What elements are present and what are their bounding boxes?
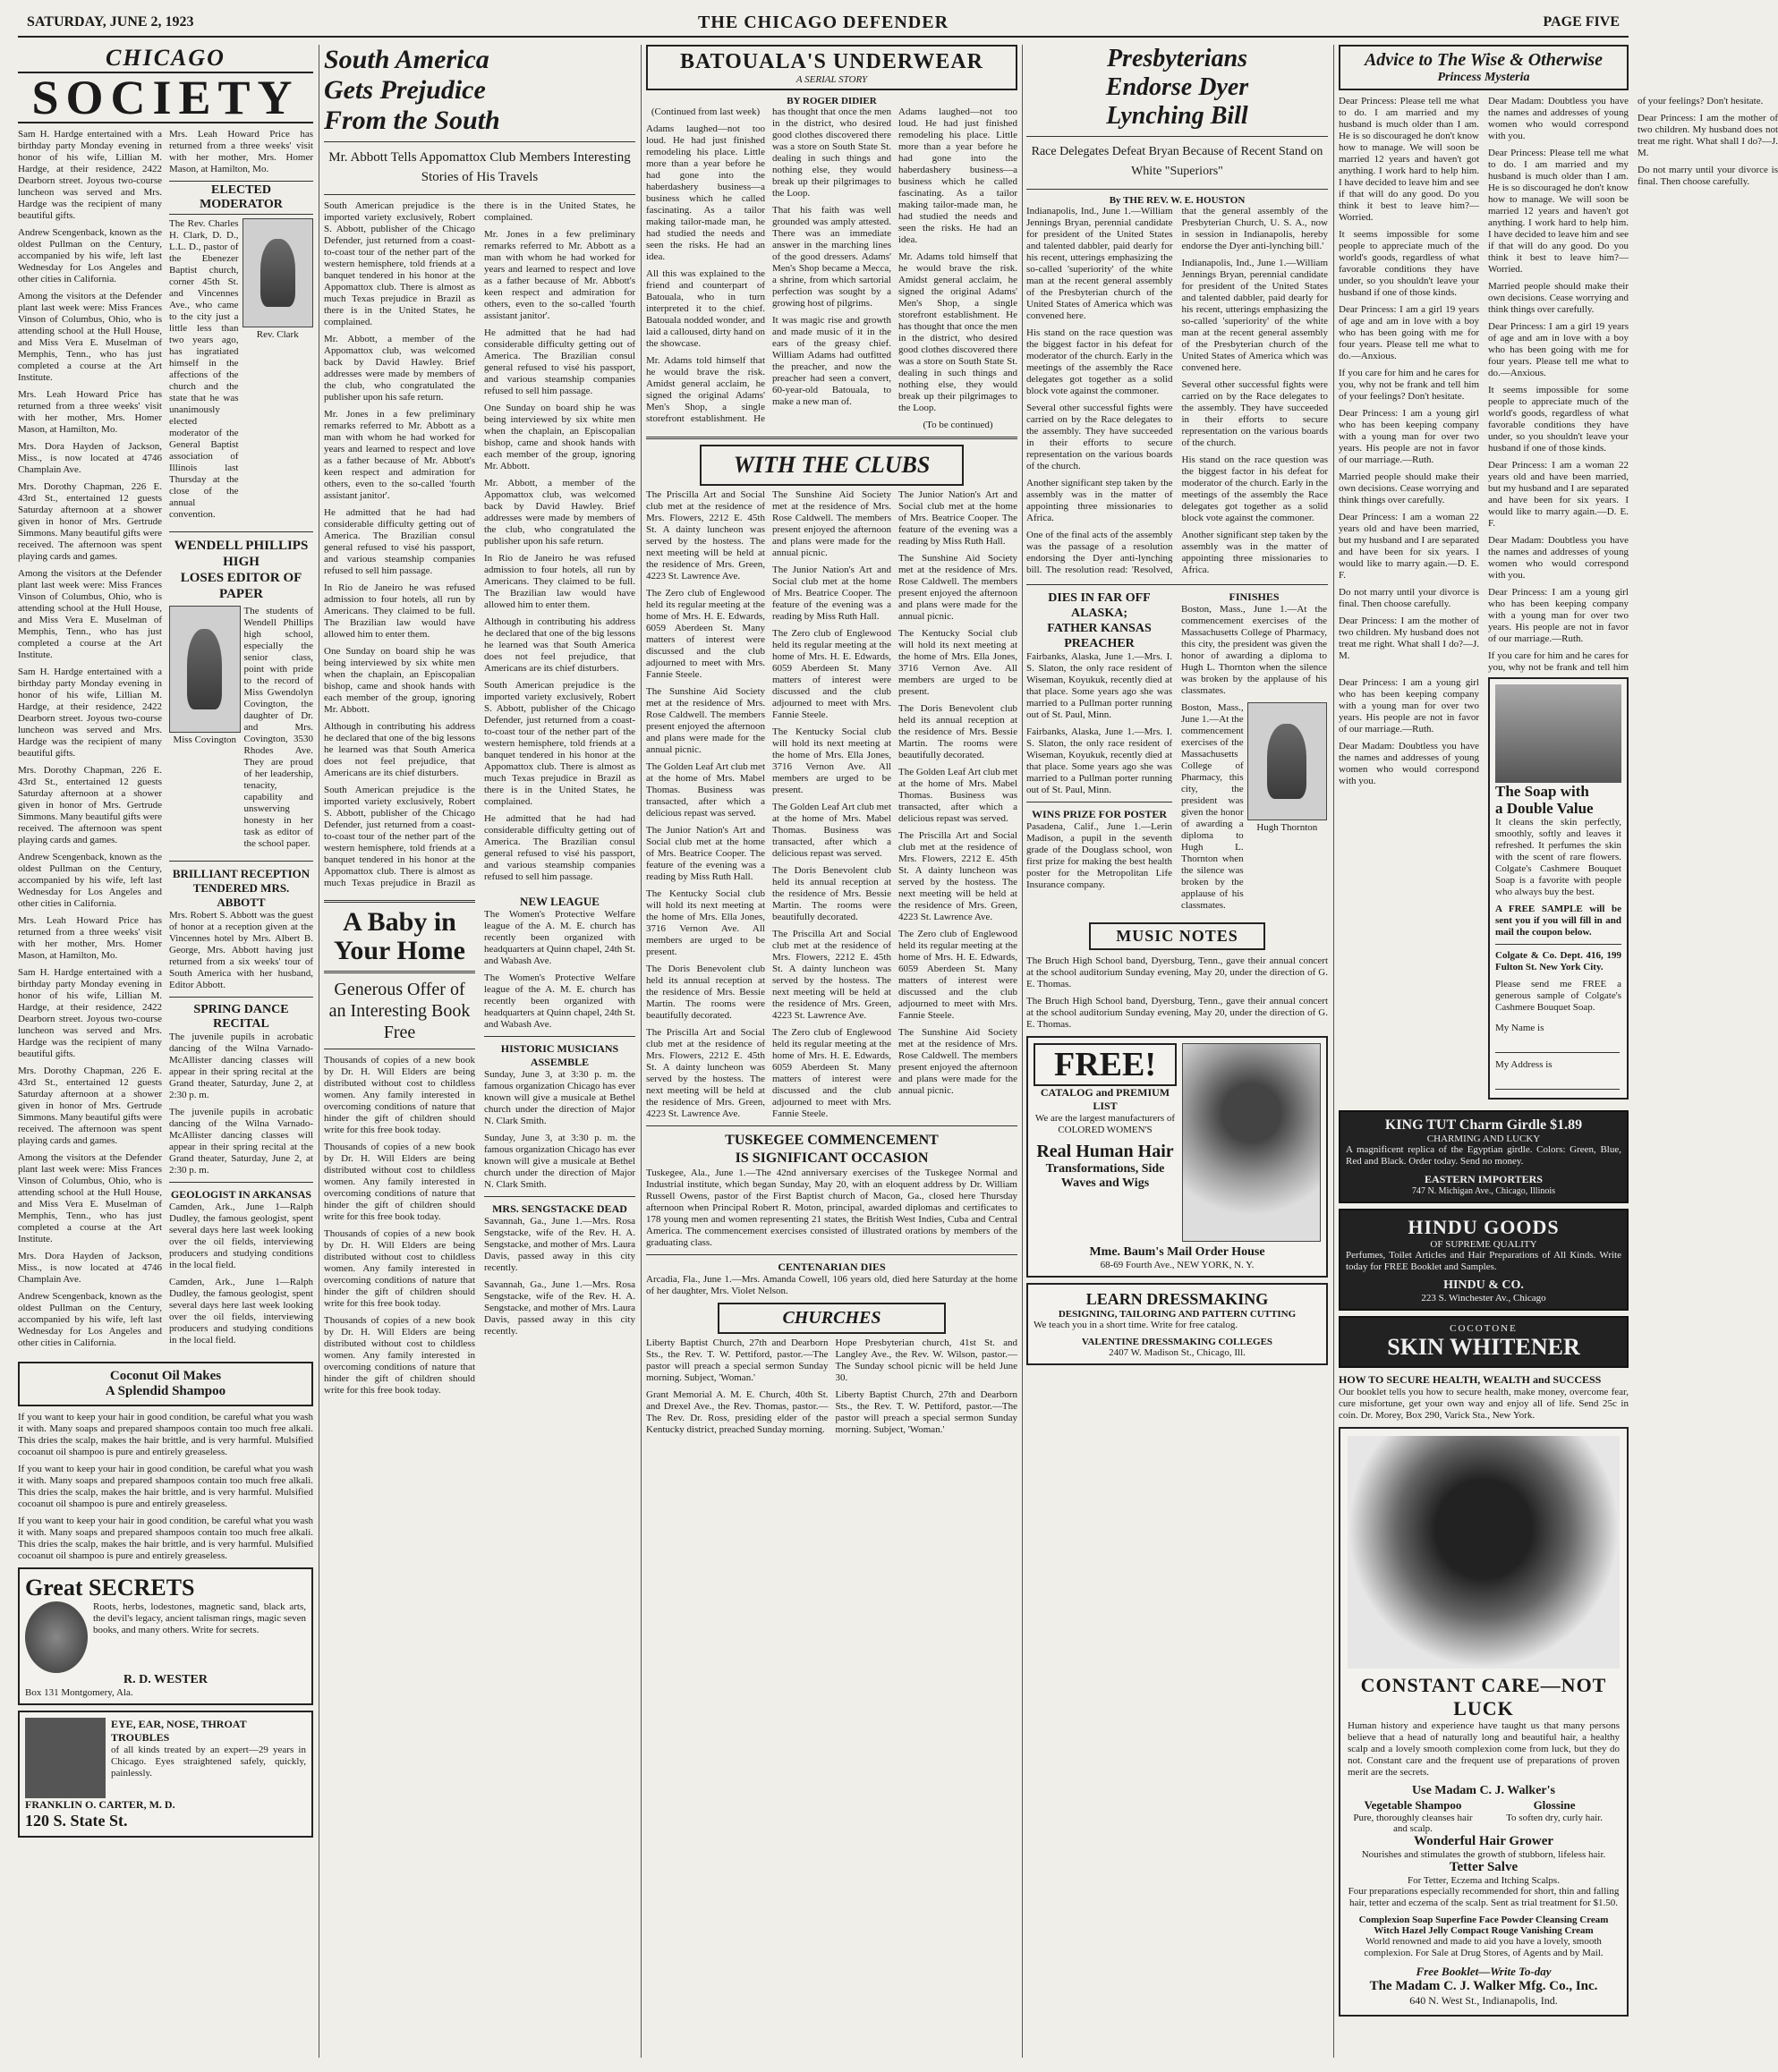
whitener-brand: COCOTONE	[1450, 1323, 1518, 1334]
advice-letter: Dear Princess: I am the mother of two children. My husband does not treat me right. What shall I do?—J. M.	[1638, 113, 1778, 158]
club-item: The Zero club of Englewood held its regular meeting at the home of Mrs. H. E. Edwards, 6059 Aberdeen St. Many matters of interest were discussed and the club adjourned to meet with Mrs. Fannie Steele.	[646, 588, 765, 680]
walker-line: Complexion Soap Superfine Face Powder Cleansing Cream	[1358, 1915, 1609, 1925]
walker-world: World renowned and made to aid you have a lovely, smooth complexion. For Sale at Drug Stores, of Agents and by Mail.	[1364, 1936, 1604, 1958]
alaska-heading-line: DIES IN FAR OFF ALASKA;	[1048, 591, 1151, 620]
advice-reply: It seems impossible for some people to appreciate much of the world's goods, regardless of what favorable conditions they have under, so you shouldn't leave your husband if one of those kinds.	[1488, 385, 1629, 454]
coconut-text: If you want to keep your hair in good condition, be careful what you wash it with. Many soaps and prepared shampoos contain too much free alkali. This dries the scalp, makes the hair brittle, and is very harmful. Mulsified cocoanut oil shampoo is pure and entirely greaseless.	[18, 1464, 313, 1509]
geologist-text: Camden, Ark., June 1—Ralph Dudley, the famous geologist, spent several days here last week looking over the oil fields, interviewing producers and studying conditions in the local field.	[169, 1277, 313, 1346]
clark-photo	[242, 218, 314, 327]
society-paragraph: Among the visitors at the Defender plant last week were: Miss Frances Vinson of Columbus, Ohio, who is attending school at the Hull House, and Miss Vera E. Muselman of Memphis, Tenn., who has just completed a course at the Art Institute.	[18, 291, 162, 383]
eye-title: EYE, EAR, NOSE, THROAT TROUBLES	[111, 1718, 247, 1744]
walker-glossine: Glossine	[1533, 1798, 1576, 1812]
wealth-ad	[1339, 1373, 1629, 1422]
hindu-text: Perfumes, Toilet Articles and Hair Preparations of All Kinds. Write today for FREE Booklet and Samples.	[1346, 1250, 1621, 1272]
musicians-text: Sunday, June 3, at 3:30 p. m. the famous organization Chicago has ever known will give a musicale at Bethel church under the direction of Major N. Clark Smith.	[484, 1069, 635, 1126]
club-item: The Kentucky Social club will hold its next meeting at the home of Mrs. Ella Jones, 3716 Vernon Ave. All members are urged to be present.	[898, 628, 1017, 697]
baby-deck: Generous Offer of an Interesting Book Free	[328, 980, 471, 1042]
advice-reply: Dear Madam: Doubtless you have the names and addresses of young women who would correspond with you.	[1488, 96, 1629, 141]
walker-line2: Witch Hazel Jelly Compact Rouge Vanishing Cream	[1374, 1925, 1594, 1936]
hair-goods-ad	[1026, 1036, 1328, 1278]
walker-shampoo-sub: Pure, thoroughly cleanses hair and scalp.	[1353, 1813, 1473, 1834]
presbyterians-deck: Race Delegates Defeat Bryan Because of Recent Stand on White "Superiors"	[1031, 145, 1323, 178]
spring-text: The juvenile pupils in acrobatic dancing of the Wilna Varnado-McAllister dancing classes will appear in their spring recital at the Grand theater, Saturday, June 2, at 2:30 p. m.	[169, 1032, 313, 1100]
society-paragraph: Mrs. Leah Howard Price has returned from a three weeks' visit with her mother, Mrs. Homer Mason, at Hamilton, Mo.	[169, 129, 313, 174]
advice-continued	[1339, 677, 1479, 811]
baby-heading: A Baby in Your Home	[334, 907, 465, 965]
geologist-heading: GEOLOGIST IN ARKANSAS	[170, 1188, 312, 1201]
advice-letter: Dear Princess: I am a young girl who has been keeping company with a young man for over two years. His people are not in favor of our marriage.—Ruth.	[1339, 408, 1479, 465]
headline-line: South America	[324, 45, 489, 74]
covington-caption: Miss Covington	[173, 735, 237, 745]
article-paragraph: Mr. Jones in a few preliminary remarks referred to Mr. Abbott as a man with whom he had worked for years and learned to respect and love as a father because of Mr. Abbott's keen respect and admiration for others, even to the so-called 'fourth assistant janitor'.	[484, 229, 635, 321]
headline-line: From the South	[324, 106, 500, 135]
south-america-lower	[324, 895, 635, 1402]
church-item: Hope Presbyterian church, 41st St. and Langley Ave., the Rev. W. Wilson, pastor.—The Sunday school picnic will be held June 30.	[835, 1337, 1017, 1383]
alaska-text: Fairbanks, Alaska, June 1.—Mrs. I. S. Slaton, the only race resident of Wiseman, Koyukuk, recently died at that place. Some years ago she was married to a Pullman porter running out of St. Paul, Minn.	[1026, 651, 1172, 720]
batouala-byline: BY ROGER DIDIER	[787, 96, 877, 106]
eye-name: FRANKLIN O. CARTER, M. D.	[25, 1798, 175, 1811]
sengstacke-text: Savannah, Ga., June 1.—Mrs. Rosa Sengstacke, wife of the Rev. H. A. Sengstacke, and mother of Mrs. Laura Davis, passed away in this city recently.	[484, 1279, 635, 1337]
society-paragraph: Among the visitors at the Defender plant last week were: Miss Frances Vinson of Columbus, Ohio, who is attending school at the Hull House, and Miss Vera E. Muselman of Memphis, Tenn., who has just completed a course at the Art Institute.	[18, 568, 162, 660]
dressmaking-address: 2407 W. Madison St., Chicago, Ill.	[1109, 1347, 1246, 1358]
advice-reply: If you care for him and he cares for you, why not be frank and tell him of your feelings? Don't hesitate.	[1488, 96, 1764, 673]
sengstacke-heading: MRS. SENGSTACKE DEAD	[492, 1202, 627, 1215]
wealth-title: HOW TO SECURE HEALTH, WEALTH and SUCCESS	[1339, 1373, 1602, 1386]
walker-grower: Wonderful Hair Grower	[1413, 1834, 1554, 1848]
presbyterians-body	[1026, 206, 1328, 579]
society-paragraph: Mrs. Dora Hayden of Jackson, Miss., is now located at 4746 Champlain Ave.	[18, 1251, 162, 1285]
advice-reply: It seems impossible for some people to appreciate much of the world's goods, regardless of what favorable conditions they have under, so you shouldn't leave your husband if one of those kinds.	[1339, 229, 1479, 298]
hindu-sub: OF SUPREME QUALITY	[1430, 1239, 1537, 1250]
soap-name-label: My Name is	[1495, 1023, 1544, 1033]
article-paragraph: Although in contributing his address he declared that one of the big lessons he learned was that South America does not feel prejudice, that Americans are its chief disturbers.	[324, 721, 475, 778]
churches-body	[646, 1337, 1017, 1441]
club-item: The Sunshine Aid Society met at the residence of Mrs. Rose Caldwell. The members present enjoyed the afternoon and plans were made for the annual picnic.	[772, 489, 891, 558]
masthead-page: PAGE FIVE	[1543, 14, 1620, 30]
reception-text: Mrs. Robert S. Abbott was the guest of honor at a reception given at the Vincennes hotel by Mrs. Albert B. George, Mrs. Abbott having just returned from a six weeks' tour of South America with her husband, Editor Abbott.	[169, 910, 313, 990]
article-paragraph: Although in contributing his address he declared that one of the big lessons he learned was that South America does not feel prejudice, that Americans are its chief disturbers.	[484, 616, 635, 674]
club-item: The Kentucky Social club will hold its next meeting at the home of Mrs. Ella Jones, 3716 Vernon Ave. All members are urged to be present.	[772, 726, 891, 795]
baby-text: Thousands of copies of a new book by Dr. H. Will Elders are being distributed without cost to childless women. Any family interested in overcoming conditions of nature that hinder the gift of children should write for this free book today.	[324, 1315, 475, 1396]
music-text: The Bruch High School band, Dyersburg, Tenn., gave their annual concert at the school auditorium Sunday evening, May 20, under the direction of G. E. Thomas.	[1026, 996, 1328, 1030]
masthead-title: THE CHICAGO DEFENDER	[698, 13, 949, 32]
tuskegee-text: Tuskegee, Ala., June 1.—The 42nd anniversary exercises of the Tuskegee Normal and Industrial institute, which began Sunday, May 20, with an eloquent address by Dr. William Russell Owens, pastor of the First Baptist church of Macon, Ga., closed here Thursday afternoon when Principal Robert R. Moton, principal, awarded diplomas and certificates to 178 young men and women representing 21 states, the British West Indies, Cuba and Central America. The commencement exercises consisted of illustrated orations by members of the graduating class.	[646, 1168, 1017, 1248]
skin-whitener-ad	[1339, 1316, 1629, 1368]
advice-letter: Dear Princess: I am a woman 22 years old and have been married, but my husband and I are separated and have been for six years. I would like to marry again.—D. E. F.	[1339, 512, 1479, 581]
king-tut-ad	[1339, 1110, 1629, 1203]
free-heading: FREE!	[1034, 1043, 1177, 1086]
elected-heading: ELECTED MODERATOR	[169, 181, 313, 215]
elected-text: The Rev. Charles H. Clark, D. D., L.L. D., pastor of the Ebenezer Baptist church, corner 45th St. and Vincennes Ave., who came to the city just a little less than two years ago, has ingratiated himself in the affections of the church and the state that he was unanimously elected moderator of the General Baptist association of Illinois last Thursday at the close of the annual convention.	[169, 218, 239, 520]
masthead-date: SATURDAY, JUNE 2, 1923	[27, 14, 194, 30]
thornton-photo	[1247, 702, 1327, 820]
headline-line: Presbyterians	[1106, 45, 1248, 72]
league-text: The Women's Protective Welfare league of the A. M. E. church has recently been organized with headquarters at Quinn chapel, 24th St. and Wabash Ave.	[484, 909, 635, 966]
society-logo-top: CHICAGO	[106, 45, 225, 71]
walker-ad	[1339, 1427, 1629, 2017]
club-item: The Priscilla Art and Social club met at the residence of Mrs. Flowers, 2212 E. 45th St. A dainty luncheon was served by the hostess. The next meeting will be held at the residence of Mrs. Green, 4223 St. Lawrence Ave.	[898, 830, 1017, 922]
walker-text: Human history and experience have taught us that many persons believe that a head of naturally long and beautiful hair, a healthy scalp and a lovely smooth complexion come from luck, but they do not. Constant care and the frequent use of preparations of proven merit are the secrets.	[1348, 1720, 1620, 1778]
advice-title: Advice to The Wise & Otherwise	[1364, 50, 1604, 70]
society-paragraph: Mrs. Dorothy Chapman, 226 E. 43rd St., entertained 12 guests Saturday afternoon at a shower given in honor of Mrs. Gertrude Simmons. Many beautiful gifts were received. The afternoon was spent playing cards and games.	[18, 481, 163, 562]
wendell-heading-line: LOSES EDITOR OF PAPER	[180, 571, 302, 601]
colgate-illustration	[1495, 684, 1621, 783]
batouala-paragraph: It was magic rise and growth and made music of it in the ears of the greasy chief. William Adams had outfitted the preacher, and now the preacher had seen a convert, 60-year-old Batouala, to make a new man of.	[772, 315, 891, 407]
eye-address: 120 S. State St.	[25, 1812, 128, 1830]
covington-photo	[169, 606, 241, 733]
free-company: Mme. Baum's Mail Order House	[1089, 1245, 1265, 1259]
club-item: The Sunshine Aid Society met at the residence of Mrs. Rose Caldwell. The members present enjoyed the afternoon and plans were made for the annual picnic.	[898, 553, 1017, 622]
dressmaking-ad	[1026, 1283, 1328, 1365]
article-paragraph: Mr. Abbott, a member of the Appomattox club, was welcomed back by David Hawley. Brief addresses were made by members of the club, who congratulated the publisher upon his safe return.	[324, 334, 475, 403]
club-item: The Junior Nation's Art and Social club met at the home of Mrs. Beatrice Cooper. The feature of the evening was a reading by Miss Ruth Hall.	[772, 565, 891, 622]
soap-address-field[interactable]	[1495, 1074, 1620, 1090]
presbyterians-byline: By THE REV. W. E. HOUSTON	[1109, 195, 1246, 206]
soap-company: Colgate & Co. Dept. 416, 199 Fulton St. New York City.	[1495, 950, 1621, 972]
free-sub: CATALOG and PREMIUM LIST	[1040, 1086, 1170, 1112]
league-text: The Women's Protective Welfare league of the A. M. E. church has recently been organized with headquarters at Quinn chapel, 24th St. and Wabash Ave.	[484, 972, 635, 1030]
headline-line: Lynching Bill	[1106, 102, 1248, 130]
king-sub: CHARMING AND LUCKY	[1426, 1134, 1541, 1144]
walker-four: Four preparations especially recommended for short, thin and falling hair, tetter and eczema of the scalp. Sent as trial treatment for $1.50.	[1348, 1886, 1620, 1908]
article-paragraph: He admitted that he had had considerable difficulty getting out of America. The Brazilian consul general refused to visé his passport, and various steamship companies refused to sell him passage.	[324, 507, 475, 576]
south-america-deck: Mr. Abbott Tells Appomattox Club Members Interesting Stories of His Travels	[328, 150, 631, 184]
society-paragraph: Mrs. Leah Howard Price has returned from a three weeks' visit with her mother, Mrs. Homer Mason, at Hamilton, Mo.	[18, 389, 162, 435]
article-paragraph: His stand on the race question was the biggest factor in his defeat for moderator of the church. Early in the meetings of the assembly the Race delegates got together as a solid block vote against the commoner.	[1026, 327, 1173, 396]
article-paragraph: One of the final acts of the assembly was the passage of a resolution endorsing the Dyer anti-lynching bill. The resolution read: 'Resolved, that the general assembly of the Presbyterian Church, U. S. A., now in session in Indianapolis, hereby endorse the Dyer anti-lynching bill.'	[1026, 206, 1328, 575]
walker-title: CONSTANT CARE—NOT LUCK	[1360, 1674, 1607, 1720]
batouala-paragraph: That his faith was well grounded was amply attested. There was an immediate answer in the marching lines of the good dressers. Adams' Men's Shop became a Mecca, a shrine, from which sartorial perfection was sought by a growing host of pilgrims.	[772, 205, 891, 309]
dressmaking-name: VALENTINE DRESSMAKING COLLEGES	[1081, 1337, 1273, 1347]
spring-text: The juvenile pupils in acrobatic dancing of the Wilna Varnado-McAllister dancing classes will appear in their spring recital at the Grand theater, Saturday, June 2, at 2:30 p. m.	[169, 1107, 313, 1176]
advice-reply: Do not marry until your divorce is final. Then choose carefully.	[1339, 587, 1479, 609]
baby-text: Thousands of copies of a new book by Dr. H. Will Elders are being distributed without cost to childless women. Any family interested in overcoming conditions of nature that hinder the gift of children should write for this free book today.	[324, 1228, 475, 1309]
society-paragraph: Andrew Scengenback, known as the oldest Pullman on the Century, accompanied by his wife, left last Wednesday for Los Angeles and other cities in California.	[18, 852, 162, 909]
free-text: We are the largest manufacturers of COLORED WOMEN'S	[1034, 1113, 1176, 1135]
finishes-text: Boston, Mass., June 1.—At the commencement exercises of the Massachusetts College of Pharmacy, this city, the president was given the honor of awarding a diploma to Hugh L. Thornton when the silence was broken by the applause of his classmates.	[1181, 702, 1244, 911]
society-paragraph: Mrs. Dora Hayden of Jackson, Miss., is now located at 4746 Champlain Ave.	[18, 441, 162, 475]
advice-letter: Dear Princess: I am a young girl who has been keeping company with a young man for over two years. His people are not in favor of our marriage.—Ruth.	[1488, 587, 1629, 644]
presbyterians-column	[1026, 45, 1328, 2058]
walker-portrait	[1348, 1436, 1620, 1669]
wealth-text: Our booklet tells you how to secure health, make money, overcome fear, cure misfortune, get your own way and enjoy all of life. Send 25c in coin. Dr. Morey, Box 290, Varick Sta., New York.	[1339, 1387, 1629, 1421]
south-america-headline	[324, 45, 635, 136]
article-paragraph: South American prejudice is the imported variety exclusively, Robert S. Abbott, publisher of the Chicago Defender, just returned from a coast-to-coast tour of the nether part of the western hemisphere, told friends at a banquet tendered in his honor at the Appomattox club. There is almost as much Texas prejudice in Brazil as there is in the United States, he complained.	[484, 680, 635, 807]
article-paragraph: Mr. Abbott, a member of the Appomattox club, was welcomed back by David Hawley. Brief addresses were made by members of the club, who congratulated the publisher upon his safe return.	[484, 478, 635, 547]
ads-split	[1339, 677, 1629, 1105]
hair-model-illustration	[1182, 1043, 1321, 1242]
advice-letter: Dear Princess: Please tell me what to do. I am married and my husband is much older than I am. He is so discouraged he don't know how to manage. We will soon be married 12 years and haven't got anything. I work hard to help him. I have decided to leave him and see if that will do any good. Do you think it best to leave him?—Worried.	[1339, 96, 1479, 223]
coconut-text: If you want to keep your hair in good condition, be careful what you wash it with. Many soaps and prepared shampoos contain too much free alkali. This dries the scalp, makes the hair brittle, and is very harmful. Mulsified cocoanut oil shampoo is pure and entirely greaseless.	[18, 1516, 313, 1561]
alaska-heading	[1026, 590, 1172, 651]
league-heading: NEW LEAGUE	[520, 895, 600, 908]
batouala-subtitle: A SERIAL STORY	[795, 74, 868, 85]
coconut-heading-line: Coconut Oil Makes	[109, 1369, 222, 1383]
article-paragraph: He admitted that he had had considerable difficulty getting out of America. The Brazilian consul general refused to visé his passport, and various steamship companies refused to sell him passage.	[484, 813, 635, 882]
hindu-company: HINDU & CO.	[1443, 1278, 1524, 1292]
soap-coupon: Please send me FREE a generous sample of Colgate's Cashmere Bouquet Soap.	[1495, 979, 1621, 1013]
baby-text: Thousands of copies of a new book by Dr. H. Will Elders are being distributed without cost to childless women. Any family interested in overcoming conditions of nature that hinder the gift of children should write for this free book today.	[324, 1055, 475, 1135]
clubs-header	[700, 445, 964, 486]
club-item: The Doris Benevolent club held its annual reception at the residence of Mrs. Bessie Martin. The rooms were beautifully decorated.	[646, 964, 765, 1021]
society-paragraph: Among the visitors at the Defender plant last week were: Miss Frances Vinson of Columbus, Ohio, who is attending school at the Hull House, and Miss Vera E. Muselman of Memphis, Tenn., who has just completed a course at the Art Institute.	[18, 1152, 162, 1244]
musicians-text: Sunday, June 3, at 3:30 p. m. the famous organization Chicago has ever known will give a musicale at Bethel church under the direction of Major N. Clark Smith.	[484, 1133, 635, 1190]
advice-reply: If you care for him and he cares for you, why not be frank and tell him of your feelings? Don't hesitate.	[1339, 368, 1479, 402]
society-column	[18, 45, 313, 2058]
advice-reply: Married people should make their own decisions. Cease worrying and think things over carefully.	[1339, 471, 1479, 505]
article-paragraph: Several other successful fights were carried on by the Race delegates to the assembly. They have succeeded in their efforts to secure representation on the various boards of the church.	[1026, 403, 1173, 471]
king-address: 747 N. Michigan Ave., Chicago, Illinois	[1411, 1186, 1556, 1196]
article-paragraph: In Rio de Janeiro he was refused admission to four hotels, all run by Americans. They claimed to be full. The Brazilian law would have allowed him to enter them.	[324, 582, 475, 640]
article-paragraph: Another significant step taken by the assembly was in the matter of appointing three missionaries to Africa.	[1181, 530, 1328, 575]
clubs-heading: WITH THE CLUBS	[733, 452, 931, 478]
coconut-oil-article	[18, 1362, 313, 1406]
advice-letter: Dear Princess: I am a girl 19 years of age and am in love with a boy who has been going with me for four years. Please tell me what to do.—Anxious.	[1339, 304, 1479, 361]
club-item: The Golden Leaf Art club met at the home of Mrs. Mabel Thomas. Business was transacted, after which a delicious repast was served.	[646, 761, 765, 819]
batouala-paragraph: Mr. Adams told himself that he would brave the risk. Amidst general acclaim, he signed the original Adams' Men's Shop, a single storefront establishment. He has thought that once the men in the district, who desired good clothes discovered there was a store on South State St. dealing in such things and nothing else, they would break up their pilgrimages to the Loop.	[646, 106, 891, 424]
advice-letter: Dear Princess: I am the mother of two children. My husband does not treat me right. What shall I do?—J. M.	[1339, 616, 1479, 661]
club-item: The Golden Leaf Art club met at the home of Mrs. Mabel Thomas. Business was transacted, after which a delicious repast was served.	[898, 767, 1017, 824]
king-company: EASTERN IMPORTERS	[1425, 1173, 1543, 1185]
society-paragraph: Andrew Scengenback, known as the oldest Pullman on the Century, accompanied by his wife, left last Wednesday for Los Angeles and other cities in California.	[18, 227, 162, 284]
soap-title-line: The Soap with	[1495, 783, 1589, 800]
soap-text: It cleans the skin perfectly, smoothly, softly and leaves it refreshed. It perfumes the skin with the scent of rare flowers. Colgate's Cashmere Bouquet Soap is a favorite with people who always buy the best.	[1495, 817, 1621, 897]
club-item: The Zero club of Englewood held its regular meeting at the home of Mrs. H. E. Edwards, 6059 Aberdeen St. Many matters of interest were discussed and the club adjourned to meet with Mrs. Fannie Steele.	[898, 929, 1017, 1021]
advice-letter: Dear Princess: I am a young girl who has been keeping company with a young man for over two years. His people are not in favor of our marriage.—Ruth.	[1339, 677, 1479, 735]
club-item: The Junior Nation's Art and Social club met at the home of Mrs. Beatrice Cooper. The feature of the evening was a reading by Miss Ruth Hall.	[898, 489, 1017, 547]
churches-heading: CHURCHES	[782, 1308, 881, 1328]
article-paragraph: One Sunday on board ship he was being interviewed by six white men when the chaplain, an Episcopalian bishop, came and shook hands with each member of the group, ignoring Mr. Abbott.	[484, 403, 635, 471]
society-paragraph: Sam H. Hardge entertained with a birthday party Monday evening in honor of his wife, Lillian M. Hardge, at their residence, 2422 Dearborn street. Joyous two-course luncheon was served and Mrs. Hardge was the recipient of many beautiful gifts.	[18, 667, 162, 759]
society-left	[18, 129, 162, 1354]
great-secrets-ad	[18, 1567, 313, 1705]
club-item: The Sunshine Aid Society met at the residence of Mrs. Rose Caldwell. The members present enjoyed the afternoon and plans were made for the annual picnic.	[898, 1027, 1017, 1096]
soap-title	[1495, 783, 1621, 817]
article-paragraph: He admitted that he had had considerable difficulty getting out of America. The Brazilian consul general refused to visé his passport, and various steamship companies refused to sell him passage.	[484, 327, 635, 396]
advice-reply: Dear Madam: Doubtless you have the names and addresses of young women who would correspond with you.	[1339, 741, 1479, 786]
wendell-heading-line: WENDELL PHILLIPS HIGH	[174, 539, 309, 569]
newspaper-page	[18, 9, 1778, 2063]
thornton-caption: Hugh Thornton	[1256, 822, 1318, 833]
eye-text: of all kinds treated by an expert—29 years in Chicago. Eyes straightened safely, quickly, painlessly.	[111, 1745, 306, 1779]
hindu-address: 223 S. Winchester Av., Chicago	[1421, 1293, 1546, 1303]
music-text: The Bruch High School band, Dyersburg, Tenn., gave their annual concert at the school auditorium Sunday evening, May 20, under the direction of G. E. Thomas.	[1026, 955, 1328, 989]
wendell-heading	[169, 538, 313, 602]
secrets-address: Box 131 Montgomery, Ala.	[25, 1687, 133, 1698]
elected-block	[169, 218, 313, 526]
batouala-body	[646, 106, 1017, 431]
article-paragraph: South American prejudice is the imported variety exclusively, Robert S. Abbott, publisher of the Chicago Defender, just returned from a coast-to-coast tour of the nether part of the western hemisphere, told friends at a banquet tendered in his honor at the Appomattox club. There is almost as much Texas prejudice in Brazil as there is in the United States, he complained.	[324, 200, 635, 888]
centenarian-heading: CENTENARIAN DIES	[778, 1261, 886, 1273]
advice-letter: Dear Princess: Please tell me what to do. I am married and my husband is much older than I am. He is so discouraged he don't know how to manage. We will soon be married 12 years and haven't got anything. I work hard to help him. I have decided to leave him and see if that will do any good. Do you think it best to leave him?—Worried.	[1488, 148, 1629, 275]
free-address: 68-69 Fourth Ave., NEW YORK, N. Y.	[1100, 1260, 1255, 1270]
dressmaking-heading: LEARN DRESSMAKING	[1085, 1290, 1269, 1308]
society-paragraph: Andrew Scengenback, known as the oldest Pullman on the Century, accompanied by his wife, left last Wednesday for Los Angeles and other cities in California.	[18, 1291, 162, 1348]
club-item: The Priscilla Art and Social club met at the residence of Mrs. Flowers, 2212 E. 45th St. A dainty luncheon was served by the hostess. The next meeting will be held at the residence of Mrs. Green, 4223 St. Lawrence Ave.	[646, 1027, 765, 1119]
soap-address-label: My Address is	[1495, 1059, 1553, 1070]
secrets-illustration	[25, 1601, 88, 1673]
article-paragraph: Indianapolis, Ind., June 1.—William Jennings Bryan, perennial candidate for president of the United States and talented dabbler, paid dearly for his recent, utterings emphasizing the so-called 'superiority' of the white man at the recent general assembly of the Presbyterian church of the United States of America which was convened here.	[1181, 258, 1328, 373]
club-item: The Doris Benevolent club held its annual reception at the residence of Mrs. Bessie Martin. The rooms were beautifully decorated.	[898, 703, 1017, 760]
south-america-column	[324, 45, 635, 2058]
batouala-paragraph: Adams laughed—not too loud. He had just finished remodeling his place. Little more than a year before he had gone into the haberdashery business—a business which he called fascinating. As a tailor making tailor-made man, he had studied the needs and seen the risks. He had an idea.	[646, 123, 765, 262]
society-columns	[18, 129, 313, 1354]
society-paragraph: Mrs. Dorothy Chapman, 226 E. 43rd St., entertained 12 guests Saturday afternoon at a shower given in honor of Mrs. Gertrude Simmons. Many beautiful gifts were received. The afternoon was spent playing cards and games.	[18, 765, 163, 845]
church-item: Liberty Baptist Church, 27th and Dearborn Sts., the Rev. T. W. Pettiford, pastor.—The pastor will preach a special sermon Sunday morning. Subject, 'Woman.'	[835, 1389, 1017, 1435]
secrets-title: Great SECRETS	[25, 1575, 195, 1601]
walker-address: 640 N. West St., Indianapolis, Ind.	[1409, 1994, 1558, 2007]
club-item: The Priscilla Art and Social club met at the residence of Mrs. Flowers, 2212 E. 45th St. A dainty luncheon was served by the hostess. The next meeting will be held at the residence of Mrs. Green, 4223 St. Lawrence Ave.	[646, 489, 765, 582]
clark-photo-block	[242, 218, 314, 526]
advice-reply: Do not marry until your divorce is final. Then choose carefully.	[1638, 165, 1778, 187]
wendell-block	[169, 606, 313, 855]
dressmaking-text: We teach you in a short time. Write for free catalog.	[1034, 1320, 1238, 1330]
continued-note: (Continued from last week)	[651, 106, 761, 117]
whitener-title: SKIN WHITENER	[1387, 1334, 1580, 1360]
secrets-text: Roots, herbs, lodestones, magnetic sand, black arts, the devil's legacy, ancient talisman rings, magic seven books, and many others. Write for secrets.	[93, 1601, 306, 1635]
society-paragraph: Sam H. Hardge entertained with a birthday party Monday evening in honor of his wife, Lillian M. Hardge, at their residence, 2422 Dearborn street. Joyous two-course luncheon was served and Mrs. Hardge was the recipient of many beautiful gifts.	[18, 129, 162, 221]
coconut-text: If you want to keep your hair in good condition, be careful what you wash it with. Many soaps and prepared shampoos contain too much free alkali. This dries the scalp, makes the hair brittle, and is very harmful. Mulsified cocoanut oil shampoo is pure and entirely greaseless.	[18, 1412, 313, 1457]
society-paragraph: Mrs. Leah Howard Price has returned from a three weeks' visit with her mother, Mrs. Homer Mason, at Hamilton, Mo.	[18, 915, 162, 961]
eye-doctor-illustration	[25, 1718, 106, 1798]
musicians-heading: HISTORIC MUSICIANS ASSEMBLE	[500, 1042, 619, 1068]
masthead	[18, 9, 1629, 38]
thornton-block	[1181, 702, 1327, 917]
middle-column	[646, 45, 1017, 2058]
article-paragraph: In Rio de Janeiro he was refused admission to four hotels, all run by Americans. They claimed to be full. The Brazilian law would have allowed him to enter them.	[484, 553, 635, 610]
article-paragraph: Indianapolis, Ind., June 1.—William Jennings Bryan, perennial candidate for president of the United States and talented dabbler, paid dearly for his recent, utterings emphasizing the so-called 'superiority' of the white man at the recent general assembly of the Presbyterian church of the United States of America which was convened here.	[1026, 206, 1173, 321]
finishes-heading: FINISHES	[1229, 590, 1280, 603]
walker-company: The Madam C. J. Walker Mfg. Co., Inc.	[1369, 1979, 1598, 1993]
baby-text: Thousands of copies of a new book by Dr. H. Will Elders are being distributed without cost to childless women. Any family interested in overcoming conditions of nature that hinder the gift of children should write for this free book today.	[324, 1142, 475, 1222]
clubs-body	[646, 489, 1017, 1120]
reception-heading: BRILLIANT RECEPTION TENDERED MRS. ABBOTT	[172, 867, 311, 909]
presbyterians-headline	[1026, 45, 1328, 131]
coconut-heading-line: A Splendid Shampoo	[105, 1384, 226, 1398]
club-item: The Doris Benevolent club held its annual reception at the residence of Mrs. Bessie Martin. The rooms were beautifully decorated.	[772, 865, 891, 922]
alaska-text: Fairbanks, Alaska, June 1.—Mrs. I. S. Slaton, the only race resident of Wiseman, Koyukuk, recently died at that place. Some years ago she was married to a Pullman porter running out of St. Paul, Minn.	[1026, 726, 1172, 795]
walker-tetter-sub: For Tetter, Eczema and Itching Scalps.	[1408, 1875, 1560, 1886]
church-item: Grant Memorial A. M. E. Church, 40th St. and Drexel Ave., the Rev. Thomas, pastor.—The Rev. Dr. Ross, presiding elder of the Kentucky district, preached Sunday morning.	[646, 1389, 829, 1435]
to-be-continued: (To be continued)	[923, 420, 993, 430]
tuskegee-heading-line: IS SIGNIFICANT OCCASION	[735, 1151, 929, 1166]
club-item: The Junior Nation's Art and Social club met at the home of Mrs. Beatrice Cooper. The feature of the evening was a reading by Miss Ruth Hall.	[646, 825, 765, 882]
headline-line: Endorse Dyer	[1105, 73, 1249, 101]
hindu-title: HINDU GOODS	[1408, 1216, 1560, 1238]
free-real: Real Human Hair	[1036, 1142, 1174, 1161]
presbyterians-lower	[1026, 590, 1328, 917]
advice-reply: Dear Madam: Doubtless you have the names and addresses of young women who would correspond with you.	[1488, 535, 1629, 581]
advice-reply: Married people should make their own decisions. Cease worrying and think things over carefully.	[1488, 281, 1629, 315]
walker-tetter: Tetter Salve	[1449, 1860, 1519, 1874]
tuskegee-heading	[646, 1132, 1017, 1168]
club-item: The Zero club of Englewood held its regular meeting at the home of Mrs. H. E. Edwards, 6059 Aberdeen St. Many matters of interest were discussed and the club adjourned to meet with Mrs. Fannie Steele.	[772, 628, 891, 720]
walker-free: Free Booklet—Write To-day	[1416, 1965, 1552, 1978]
centenarian-text: Arcadia, Fla., June 1.—Mrs. Amanda Cowell, 106 years old, died here Saturday at the home of her daughter, Mrs. Violet Nelson.	[646, 1274, 1017, 1296]
secrets-name: R. D. WESTER	[123, 1673, 208, 1686]
covington-photo-block	[169, 606, 241, 855]
club-item: The Golden Leaf Art club met at the home of Mrs. Mabel Thomas. Business was transacted, after which a delicious repast was served.	[772, 802, 891, 859]
music-heading: MUSIC NOTES	[1116, 927, 1238, 945]
article-paragraph: Several other successful fights were carried on by the Race delegates to the assembly. They have succeeded in their efforts to secure representation on the various boards of the church.	[1181, 379, 1328, 448]
headline-line: Gets Prejudice	[324, 75, 486, 105]
walker-grower-sub: Nourishes and stimulates the growth of stubborn, lifeless hair.	[1361, 1849, 1606, 1860]
article-paragraph: Mr. Jones in a few preliminary remarks referred to Mr. Abbott as a man with whom he had worked for years and learned to respect and love as a father because of Mr. Abbott's keen respect and admiration for others, even to the so-called 'fourth assistant janitor'.	[324, 409, 475, 501]
wendell-text: The students of Wendell Phillips high school, especially the senior class, point with pride to the record of Miss Gwendolyn Covington, the daughter of Dr. and Mrs. Covington, 3530 Rhodes Ave. They are proud of her leadership, tenacity, capability and unswerving honesty in her task as editor of the school paper.	[243, 606, 313, 849]
advice-body	[1339, 96, 1778, 677]
sengstacke-text: Savannah, Ga., June 1.—Mrs. Rosa Sengstacke, wife of the Rev. H. A. Sengstacke, and mother of Mrs. Laura Davis, passed away in this city recently.	[484, 1216, 635, 1273]
batouala-headline: BATOUALA'S UNDERWEAR	[680, 50, 983, 73]
alaska-heading-line: FATHER KANSAS PREACHER	[1047, 622, 1152, 650]
soap-name-field[interactable]	[1495, 1038, 1620, 1053]
advice-byline: Princess Mysteria	[1437, 71, 1530, 84]
king-text: A magnificent replica of the Egyptian girdle. Colors: Green, Blue, Red and Black. Order today. Send no money.	[1346, 1144, 1621, 1167]
advice-header	[1339, 45, 1629, 90]
finishes-text: Boston, Mass., June 1.—At the commencement exercises of the Massachusetts College of Pharmacy, this city, the president was given the honor of awarding a diploma to Hugh L. Thornton when the silence was broken by the applause of his classmates.	[1181, 604, 1327, 696]
hindu-goods-ad	[1339, 1209, 1629, 1311]
poster-heading: WINS PRIZE FOR POSTER	[1031, 808, 1168, 820]
advice-letter: Dear Princess: I am a woman 22 years old and have been married, but my husband and I are separated and have been for six years. I would like to marry again.—D. E. F.	[1488, 460, 1629, 529]
south-america-body	[324, 200, 635, 889]
walker-shampoo: Vegetable Shampoo	[1364, 1798, 1462, 1812]
tuskegee-heading-line: TUSKEGEE COMMENCEMENT	[725, 1133, 939, 1148]
geologist-text: Camden, Ark., June 1—Ralph Dudley, the famous geologist, spent several days here last week looking over the oil fields, interviewing producers and studying conditions in the local field.	[169, 1202, 313, 1270]
soap-title-line: a Double Value	[1495, 800, 1594, 817]
society-logo-bottom: SOCIETY	[18, 72, 313, 123]
walker-glossine-sub: To soften dry, curly hair.	[1506, 1813, 1603, 1823]
column-divider	[1333, 45, 1334, 2058]
music-header	[1089, 922, 1265, 950]
churches-header	[718, 1303, 946, 1334]
soap-offer: A FREE SAMPLE will be sent you if you will fill in and mail the coupon below.	[1495, 904, 1621, 938]
club-item: The Zero club of Englewood held its regular meeting at the home of Mrs. H. E. Edwards, 6059 Aberdeen St. Many matters of interest were discussed and the club adjourned to meet with Mrs. Fannie Steele.	[772, 1027, 891, 1119]
batouala-paragraph: All this was explained to the friend and counterpart of Batouala, who in turn interpreted it to the chief. Batouala nodded wonder, and laid a calloused, dirty hand on the showcase.	[646, 268, 765, 349]
club-item: The Kentucky Social club will hold its next meeting at the home of Mrs. Ella Jones, 3716 Vernon Ave. All members are urged to be present.	[646, 888, 765, 957]
dressmaking-sub: DESIGNING, TAILORING AND PATTERN CUTTING	[1058, 1309, 1297, 1320]
advice-column	[1339, 45, 1778, 2058]
column-divider	[641, 45, 642, 2058]
club-item: The Priscilla Art and Social club met at the residence of Mrs. Flowers, 2212 E. 45th St. A dainty luncheon was served by the hostess. The next meeting will be held at the residence of Mrs. Green, 4223 St. Lawrence Ave.	[772, 929, 891, 1021]
article-paragraph: His stand on the race question was the biggest factor in his defeat for moderator of the church. Early in the meetings of the assembly the Race delegates got together as a solid block vote against the commoner.	[1181, 454, 1328, 523]
poster-text: Pasadena, Calif., June 1.—Lerin Madison, a pupil in the seventh grade of the Douglass school, won first prize for making the best health poster for the Metropolitan Life Insurance company.	[1026, 821, 1172, 890]
society-paragraph: Mrs. Dorothy Chapman, 226 E. 43rd St., entertained 12 guests Saturday afternoon at a shower given in honor of Mrs. Gertrude Simmons. Many beautiful gifts were received. The afternoon was spent playing cards and games.	[18, 1066, 163, 1146]
colgate-ad	[1488, 677, 1629, 1100]
batouala-header	[646, 45, 1017, 90]
clark-caption: Rev. Clark	[256, 329, 299, 340]
advice-letter: Dear Princess: I am a girl 19 years of age and am in love with a boy who has been going with me for four years. Please tell me what to do.—Anxious.	[1488, 321, 1629, 378]
king-title: KING TUT Charm Girdle $1.89	[1384, 1117, 1583, 1133]
column-divider	[1022, 45, 1023, 2058]
club-item: The Sunshine Aid Society met at the residence of Mrs. Rose Caldwell. The members present enjoyed the afternoon and plans were made for the annual picnic.	[646, 686, 765, 755]
batouala-paragraph: Adams laughed—not too loud. He had just finished remodeling his place. Little more than a year before he had gone into the haberdashery business—a business which he called fascinating. As a tailor making tailor-made man, he had studied the needs and seen the risks. He had an idea.	[898, 106, 1017, 245]
coconut-heading	[25, 1369, 306, 1399]
society-right	[169, 129, 313, 1354]
free-items: Transformations, Side Waves and Wigs	[1045, 1162, 1165, 1190]
society-paragraph: Sam H. Hardge entertained with a birthday party Monday evening in honor of his wife, Lillian M. Hardge, at their residence, 2422 Dearborn street. Joyous two-course luncheon was served and Mrs. Hardge was the recipient of many beautiful gifts.	[18, 967, 162, 1059]
article-paragraph: Another significant step taken by the assembly was in the matter of appointing three missionaries to Africa.	[1026, 478, 1173, 523]
walker-use: Use Madam C. J. Walker's	[1412, 1784, 1555, 1797]
article-paragraph: South American prejudice is the imported variety exclusively, Robert S. Abbott, publisher of the Chicago Defender, just returned from a coast-to-coast tour of the nether part of the western hemisphere, told friends at a banquet tendered in his honor at the Appomattox club. There is almost as much Texas prejudice in Brazil as there is in the United States, he complained.	[324, 200, 475, 327]
spring-heading: SPRING DANCE RECITAL	[193, 1003, 289, 1031]
eye-doctor-ad	[18, 1711, 313, 1838]
church-item: Liberty Baptist Church, 27th and Dearborn Sts., the Rev. T. W. Pettiford, pastor.—The pastor will preach a special sermon Sunday morning. Subject, 'Woman.'	[646, 1337, 829, 1383]
article-paragraph: One Sunday on board ship he was being interviewed by six white men when the chaplain, an Episcopalian bishop, came and shook hands with each member of the group, ignoring Mr. Abbott.	[324, 646, 475, 715]
society-logo	[18, 45, 313, 123]
batouala-paragraph: Mr. Adams told himself that he would brave the risk. Amidst general acclaim, he signed the original Adams' Men's Shop, a single storefront establishment. He has thought that once the men in the district, who desired good clothes discovered there was a store on South State St. dealing in such things and nothing else, they would break up their pilgrimages to the Loop.	[898, 251, 1017, 413]
